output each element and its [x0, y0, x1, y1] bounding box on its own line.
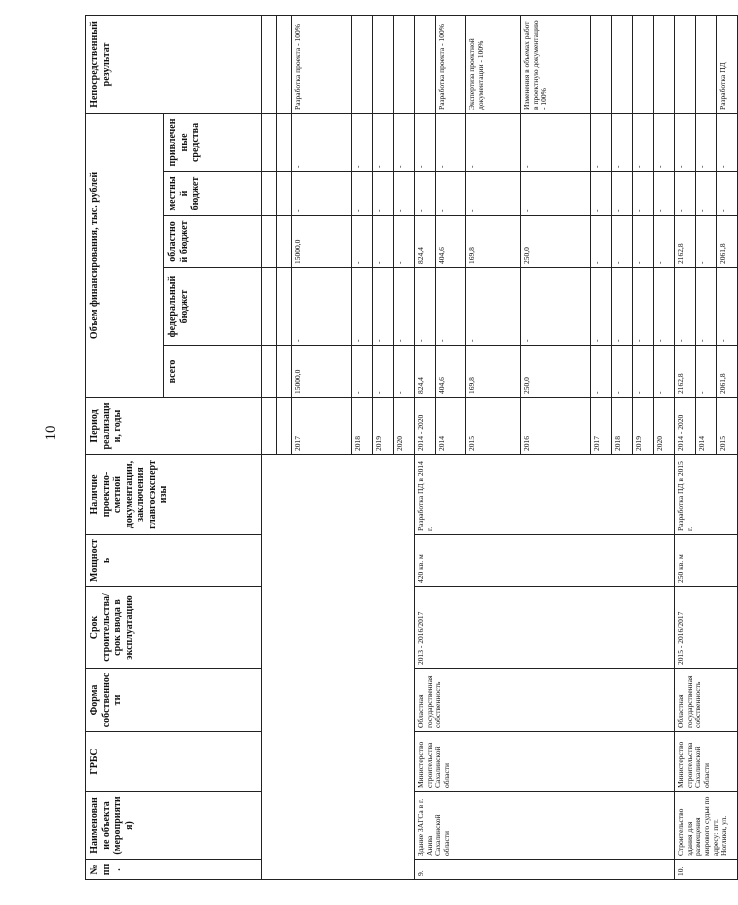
attracted-cell: - — [633, 113, 654, 171]
attracted-cell: - — [521, 113, 591, 171]
local-cell: - — [696, 172, 717, 216]
col-local-header: местный бюджет — [164, 172, 262, 216]
period-cell: 2018 — [352, 398, 373, 455]
period-cell: 2014 — [436, 398, 466, 455]
regional-cell: - — [352, 216, 373, 268]
federal-cell: - — [633, 268, 654, 346]
total-cell: - — [394, 346, 415, 398]
local-cell: - — [292, 172, 352, 216]
result-cell — [591, 15, 612, 113]
period-cell: 2020 — [394, 398, 415, 455]
regional-cell: - — [394, 216, 415, 268]
total-cell: - — [373, 346, 394, 398]
object10-term: 2015 - 2016/2017 — [675, 587, 738, 669]
total-cell: 404,6 — [436, 346, 466, 398]
object9-form: Областная государственная собственность — [415, 669, 675, 732]
attracted-cell: - — [394, 113, 415, 171]
total-cell: 250,0 — [521, 346, 591, 398]
period-cell: 2018 — [612, 398, 633, 455]
object10-grbs: Министерство строительства Сахалинской области — [675, 732, 738, 792]
table-row — [675, 15, 696, 879]
attracted-cell: - — [654, 113, 675, 171]
result-cell: Разработка проекта - 100% — [292, 15, 352, 113]
local-cell: - — [717, 172, 738, 216]
result-cell — [696, 15, 717, 113]
federal-cell: - — [675, 268, 696, 346]
col-federal-header: федеральный бюджет — [164, 268, 262, 346]
result-cell: Изменения в объемах работ в проектную документацию - 100% — [521, 15, 591, 113]
regional-cell — [262, 216, 277, 268]
object9-power: 420 кв. м — [415, 535, 675, 587]
col-period-header: Период реализации, годы — [86, 398, 262, 455]
period-cell: 2019 — [633, 398, 654, 455]
total-cell: - — [633, 346, 654, 398]
total-cell: - — [352, 346, 373, 398]
attracted-cell: - — [352, 113, 373, 171]
object9-name: Здание ЗАГСа в г. Анива Сахалинской области — [415, 792, 675, 860]
federal-cell: - — [521, 268, 591, 346]
local-cell: - — [436, 172, 466, 216]
total-cell: 824,4 — [415, 346, 436, 398]
regional-cell: 250,0 — [521, 216, 591, 268]
total-cell: - — [696, 346, 717, 398]
attracted-cell: - — [696, 113, 717, 171]
regional-cell: - — [696, 216, 717, 268]
result-cell — [612, 15, 633, 113]
result-cell — [277, 15, 292, 113]
table-row — [415, 15, 436, 879]
total-cell: 15000,0 — [292, 346, 352, 398]
total-cell: 2061,8 — [717, 346, 738, 398]
regional-cell — [277, 216, 292, 268]
attracted-cell: - — [466, 113, 521, 171]
col-regional-header: областной бюджет — [164, 216, 262, 268]
period-cell: 2020 — [654, 398, 675, 455]
object10-docs: Разработка ПД в 2015 г. — [675, 455, 738, 535]
col-name-header: Наименование объекта (мероприятия) — [86, 792, 262, 860]
federal-cell: - — [591, 268, 612, 346]
local-cell: - — [415, 172, 436, 216]
result-cell — [352, 15, 373, 113]
col-grbs-header: ГРБС — [86, 732, 262, 792]
col-term-header: Срок строительства/срок ввода в эксплуатацию — [86, 587, 262, 669]
local-cell — [262, 172, 277, 216]
period-cell: 2014 — [696, 398, 717, 455]
page-number: 10 — [43, 425, 59, 441]
local-cell: - — [394, 172, 415, 216]
attracted-cell — [277, 113, 292, 171]
regional-cell: 169,8 — [466, 216, 521, 268]
local-cell — [277, 172, 292, 216]
result-cell: Разработка ПД — [717, 15, 738, 113]
regional-cell: - — [654, 216, 675, 268]
object9-term: 2013 - 2016/2017 — [415, 587, 675, 669]
attracted-cell: - — [415, 113, 436, 171]
attracted-cell: - — [591, 113, 612, 171]
regional-cell: - — [591, 216, 612, 268]
federal-cell: - — [394, 268, 415, 346]
period-cell: 2017 — [292, 398, 352, 455]
federal-cell: - — [612, 268, 633, 346]
total-cell: - — [591, 346, 612, 398]
local-cell: - — [466, 172, 521, 216]
period-cell: 2015 — [717, 398, 738, 455]
attracted-cell: - — [373, 113, 394, 171]
local-cell: - — [373, 172, 394, 216]
regional-cell: 404,6 — [436, 216, 466, 268]
local-cell: - — [654, 172, 675, 216]
financing-table — [85, 15, 738, 880]
result-cell: Разработка проекта - 100% — [436, 15, 466, 113]
period-cell: 2016 — [521, 398, 591, 455]
regional-cell: - — [633, 216, 654, 268]
object9-num: 9. — [415, 860, 675, 880]
period-cell: 2017 — [591, 398, 612, 455]
attracted-cell: - — [717, 113, 738, 171]
object10-name: Строительство здания для размещения мирового судьи по адресу: пгт. Ноглики, ул. — [675, 792, 738, 860]
col-total-header: всего — [164, 346, 262, 398]
result-cell — [654, 15, 675, 113]
local-cell: - — [612, 172, 633, 216]
regional-cell: 2061,8 — [717, 216, 738, 268]
result-cell — [415, 15, 436, 113]
attracted-cell — [262, 113, 277, 171]
total-cell: - — [612, 346, 633, 398]
table-row — [262, 15, 277, 879]
local-cell: - — [675, 172, 696, 216]
attracted-cell: - — [675, 113, 696, 171]
col-power-header: Мощность — [86, 535, 262, 587]
attracted-cell: - — [612, 113, 633, 171]
result-cell — [373, 15, 394, 113]
blank-cell — [262, 455, 415, 880]
result-cell — [675, 15, 696, 113]
local-cell: - — [633, 172, 654, 216]
total-cell — [277, 346, 292, 398]
total-cell — [262, 346, 277, 398]
period-cell — [277, 398, 292, 455]
federal-cell: - — [436, 268, 466, 346]
federal-cell — [262, 268, 277, 346]
federal-cell: - — [292, 268, 352, 346]
regional-cell: 824,4 — [415, 216, 436, 268]
total-cell: - — [654, 346, 675, 398]
attracted-cell: - — [292, 113, 352, 171]
col-docs-header: Наличие проектно-сметной документации, заключения главгосэкспертизы — [86, 455, 262, 535]
federal-cell: - — [696, 268, 717, 346]
regional-cell: - — [373, 216, 394, 268]
federal-cell: - — [466, 268, 521, 346]
regional-cell: 2162,8 — [675, 216, 696, 268]
result-cell — [633, 15, 654, 113]
result-cell — [262, 15, 277, 113]
local-cell: - — [521, 172, 591, 216]
period-cell — [262, 398, 277, 455]
federal-cell: - — [415, 268, 436, 346]
object10-power: 250 кв. м — [675, 535, 738, 587]
local-cell: - — [591, 172, 612, 216]
attracted-cell: - — [436, 113, 466, 171]
col-form-header: Форма собственности — [86, 669, 262, 732]
federal-cell — [277, 268, 292, 346]
federal-cell: - — [352, 268, 373, 346]
period-cell: 2019 — [373, 398, 394, 455]
period-cell: 2014 - 2020 — [675, 398, 696, 455]
object10-num: 10. — [675, 860, 738, 880]
federal-cell: - — [373, 268, 394, 346]
col-result-header: Непосредственный результат — [86, 15, 262, 113]
object9-docs: Разработка ПД в 2014 г. — [415, 455, 675, 535]
rotated-table-wrapper — [85, 15, 729, 880]
local-cell: - — [352, 172, 373, 216]
result-cell — [394, 15, 415, 113]
result-cell: Экспертиза проектной документации - 100% — [466, 15, 521, 113]
col-attracted-header: привлеченные средства — [164, 113, 262, 171]
col-num-header: № пп. — [86, 860, 262, 880]
federal-cell: - — [654, 268, 675, 346]
regional-cell: - — [612, 216, 633, 268]
total-cell: 2162,8 — [675, 346, 696, 398]
object10-form: Областная государственная собственность — [675, 669, 738, 732]
period-cell: 2014 - 2020 — [415, 398, 436, 455]
col-volume-header: Объем финансирования, тыс. рублей — [86, 113, 164, 397]
regional-cell: 15000,0 — [292, 216, 352, 268]
period-cell: 2015 — [466, 398, 521, 455]
object9-grbs: Министерство строительства Сахалинской области — [415, 732, 675, 792]
total-cell: 169,8 — [466, 346, 521, 398]
federal-cell: - — [717, 268, 738, 346]
